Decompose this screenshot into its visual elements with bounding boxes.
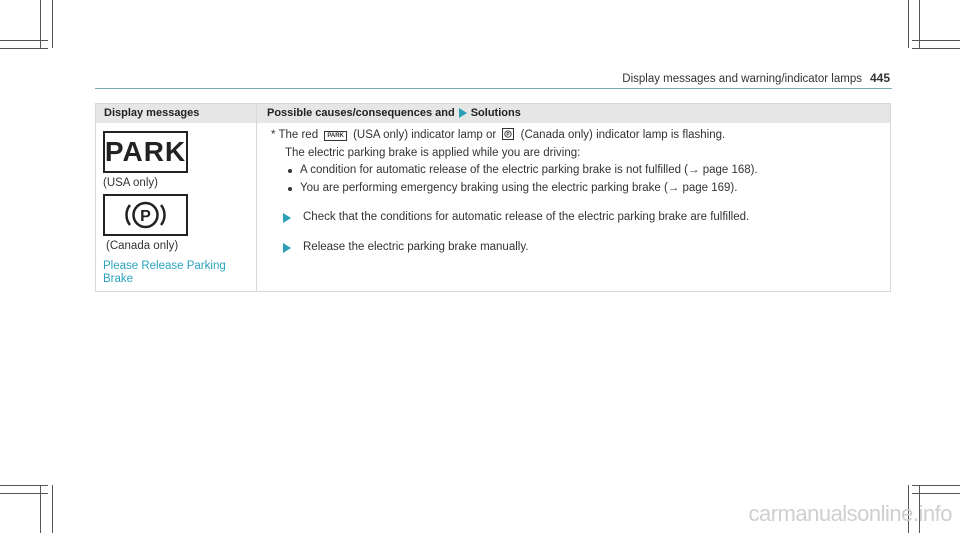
col-header-display-messages: Display messages	[104, 107, 200, 119]
solution-step	[271, 239, 871, 257]
causes-solutions-content	[271, 127, 871, 256]
step-arrow-icon	[283, 243, 291, 253]
bullet-text: A condition for automatic release of the electric parking brake is not fulfilled (→ page 168).	[300, 164, 758, 176]
page-number: 445	[869, 71, 890, 85]
crop-mark	[52, 485, 53, 533]
running-header	[622, 71, 890, 85]
parking-brake-p-icon	[103, 194, 188, 236]
crop-mark	[912, 40, 960, 41]
list-item	[271, 180, 871, 198]
solutions-arrow-icon	[459, 108, 467, 118]
header-rule	[95, 88, 892, 89]
park-inline-icon: PARK	[324, 131, 347, 141]
line1-part-b: (USA only) indicator lamp or	[353, 129, 497, 141]
bullet-dot-icon	[288, 187, 292, 191]
col-header-causes-text: Possible causes/consequences and	[267, 107, 455, 119]
watermark: carmanualsonline.info	[748, 501, 952, 526]
applied-while-driving-line: The electric parking brake is applied while you are driving:	[285, 146, 581, 159]
crop-mark	[912, 48, 960, 49]
step-text: Check that the conditions for automatic release of the electric parking brake are fulfilled.	[303, 211, 750, 223]
bullet-text: You are performing emergency braking using the electric parking brake (→ page 169).	[300, 181, 738, 194]
step-text: Release the electric parking brake manually.	[303, 240, 529, 253]
crop-mark	[912, 485, 960, 486]
crop-mark	[0, 40, 48, 41]
crop-mark	[52, 0, 53, 48]
crop-mark	[912, 493, 960, 494]
crop-mark	[0, 48, 48, 49]
svg-text:P: P	[140, 208, 151, 225]
table-header	[96, 104, 890, 123]
crop-mark	[908, 0, 909, 48]
bullet-dot-icon	[288, 169, 292, 173]
col-header-solutions-text: Solutions	[470, 107, 521, 119]
svg-text:P: P	[506, 132, 511, 138]
line1-part-c: (Canada only) indicator lamp is flashing.	[520, 129, 726, 141]
crop-mark	[0, 485, 48, 486]
step-arrow-icon	[283, 213, 291, 223]
header-title: Display messages and warning/indicator lamps	[622, 73, 862, 85]
crop-mark	[0, 493, 48, 494]
canada-only-label: (Canada only)	[106, 240, 179, 252]
line1-part-a: * The red	[271, 129, 319, 141]
col-header-causes	[267, 107, 521, 119]
park-warning-icon: PARK	[103, 131, 188, 173]
usa-only-label: (USA only)	[103, 177, 158, 189]
column-divider	[256, 104, 257, 291]
lamp-flashing-line	[271, 127, 871, 145]
list-item	[271, 162, 871, 180]
solution-step	[271, 209, 871, 227]
parking-brake-inline-icon	[502, 128, 514, 140]
please-release-parking-brake-message: Please Release Parking Brake	[103, 260, 226, 285]
